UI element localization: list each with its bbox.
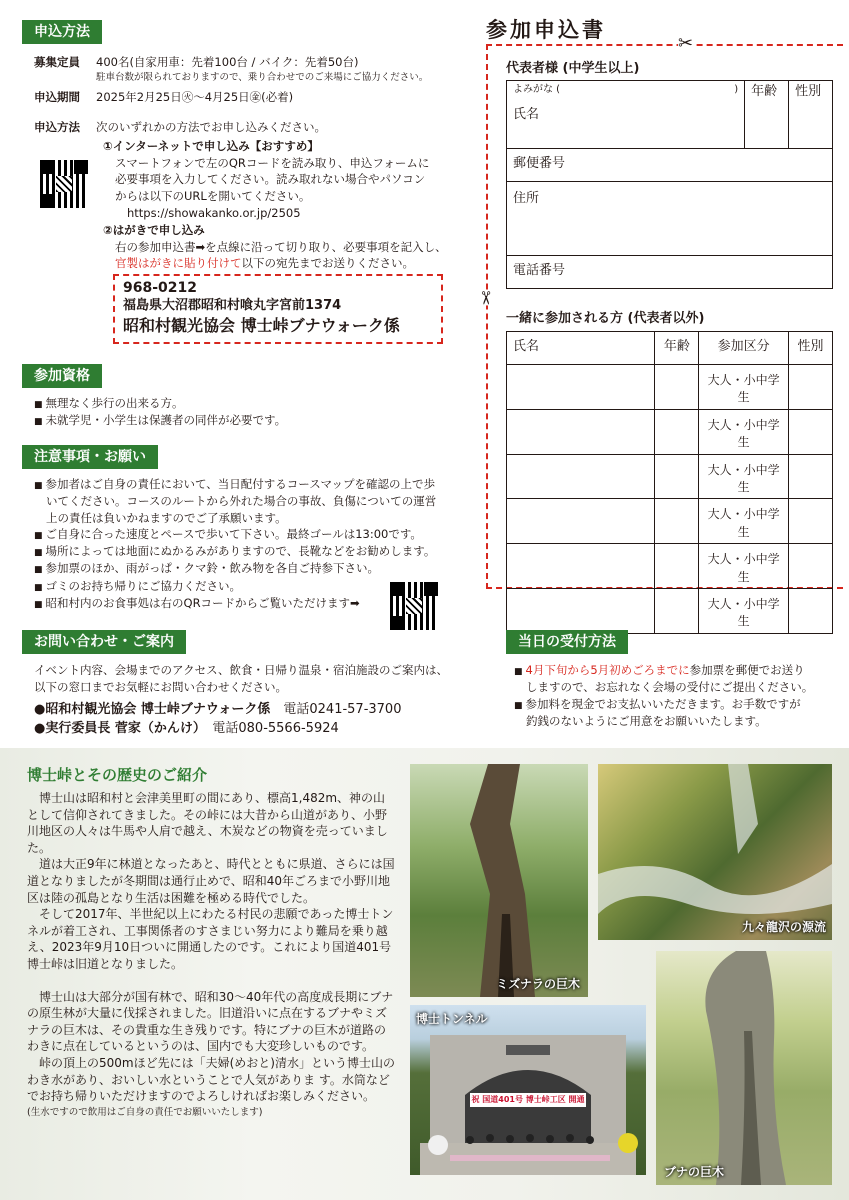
companion-name-cell[interactable] (507, 499, 655, 544)
table-row (507, 499, 833, 544)
table-row (507, 544, 833, 589)
period-value: 2025年2月25日㊋〜4月25日㊎(必着) (96, 90, 294, 104)
eligibility-item: ■ 無理なく歩行の出来る方。 (34, 395, 454, 412)
name-field[interactable] (507, 81, 745, 149)
web-apply-url[interactable]: https://showakanko.or.jp/2505 (127, 205, 301, 220)
history-title: 博士峠とその歴史のご紹介 (27, 766, 208, 784)
history-p1: 博士山は昭和村と会津美里町の間にあり、標高1,482m、神の山として信仰されてきました。その峠には大昔から山道があり、小野川地区の人々は牛馬や人肩で越え、木炭などの物資を売っていました。 (27, 791, 388, 855)
web-apply-text1: スマートフォンで左のQRコードを読み取り、申込フォームに (115, 155, 430, 170)
contact-header: お問い合わせ・ご案内 (22, 630, 186, 654)
history-p3: そして2017年、半世紀以上にわたる村民の悲願であった博士トンネルが着工され、工事関係者のすさまじい努力により難局を乗り越え、2023年9月10日ついに開通したのです。これにより国道401号博士峠は旧道となりました。 (27, 907, 394, 971)
history-p2: 道は大正9年に林道となったあと、時代とともに県道、さらには国道となりましたが冬期間は通行止めで、昭和40年ごろまで小野川地区は陸の孤島となり生活は困難を極める時代でした。 (27, 857, 395, 905)
companion-age-cell[interactable] (655, 454, 699, 499)
contact-name-2: ●実行委員長 菅家（かんけ） (34, 720, 200, 736)
stream-caption: 九々龍沢の源流 (741, 919, 826, 934)
category-cell[interactable]: 大人・小中学生 (699, 588, 789, 633)
postal-field[interactable] (507, 149, 833, 182)
contact-name-1: ●昭和村観光協会 博士峠ブナウォーク係 (34, 702, 271, 717)
contact-text2: 以下の窓口までお気軽にお問い合わせください。 (34, 679, 287, 694)
col-category: 参加区分 (699, 332, 789, 365)
age-field[interactable] (745, 81, 789, 149)
furigana-label: よみがな ( (513, 84, 561, 95)
mizunara-photo (410, 764, 588, 997)
companion-name-cell[interactable] (507, 454, 655, 499)
notes-item1a: ■ 参加者はご自身の責任において、当日配付するコースマップを確認の上で歩 (34, 476, 464, 493)
address-label: 住所 (513, 191, 540, 206)
buna-photo (656, 951, 832, 1185)
companions-label: 一緒に参加される方 (代表者以外) (506, 311, 705, 326)
reception-red: 4月下旬から5月初めごろまでに (525, 663, 690, 677)
notes-item: ■ ご自身に合った速度とペースで歩いて下さい。最終ゴールは13:00です。 (34, 526, 464, 543)
category-cell[interactable]: 大人・小中学生 (699, 454, 789, 499)
reception-item2a: ■ 参加料を現金でお支払いいただきます。お手数ですが (514, 696, 834, 713)
companion-age-cell[interactable] (655, 588, 699, 633)
contact-text1: イベント内容、会場までのアクセス、飲食・日帰り温泉・宿泊施設のご案内は、 (34, 663, 448, 677)
table-row (507, 409, 833, 454)
companion-gender-cell[interactable] (789, 588, 833, 633)
col-gender: 性別 (789, 332, 833, 365)
web-apply-title: ①インターネットで申し込み【おすすめ】 (103, 139, 319, 153)
table-row (507, 454, 833, 499)
companion-name-cell[interactable] (507, 588, 655, 633)
address-box (113, 274, 443, 344)
gender-label: 性別 (795, 84, 822, 99)
rep-form-table (506, 80, 833, 289)
companion-name-cell[interactable] (507, 544, 655, 589)
contact-tel-2[interactable]: 電話080-5566-5924 (212, 720, 339, 736)
address-line: 福島県大沼郡昭和村喰丸字宮前1374 (123, 298, 342, 313)
web-apply-text2: 必要事項を入力してください。読み取れない場合やパソコン (115, 172, 426, 187)
buna-caption: ブナの巨木 (664, 1164, 725, 1179)
method-row (34, 119, 326, 136)
history-p4: 博士山は大部分が国有林で、昭和30〜40年代の高度成長期にブナの原生林が大量に伐採されました。旧道沿いに点在するブナやミズナラの巨木は、その貴重な生き残りです。特にブナの巨木が道路のわきに点在しているというのは、国内でも大変珍しいものです。 (27, 989, 394, 1054)
address-field[interactable] (507, 182, 833, 256)
period-row (34, 89, 293, 106)
notes-item: ■ 場所によっては地面にぬかるみがありますので、長靴などをお勧めします。 (34, 543, 464, 560)
eligibility-list (34, 395, 454, 429)
companion-age-cell[interactable] (655, 365, 699, 410)
period-label: 申込期間 (34, 90, 80, 104)
companion-gender-cell[interactable] (789, 365, 833, 410)
companion-age-cell[interactable] (655, 544, 699, 589)
gender-field[interactable] (789, 81, 833, 149)
notes-item1b: いてください。コースのルートから外れた場合の事故、負傷についての運営 (46, 494, 437, 509)
rep-label: 代表者様 (中学生以上) (506, 61, 640, 76)
buna-tree-image (656, 951, 832, 1185)
notes-item: ■ ゴミのお持ち帰りにご協力ください。 (34, 578, 464, 595)
table-row (507, 365, 833, 410)
notes-item1c: 上の責任は負いかねますのでご了承願います。 (46, 510, 287, 525)
notes-item: ■ 参加票のほか、雨がっぱ・クマ鈴・飲み物を各自ご持参下さい。 (34, 560, 464, 577)
history-p5-note: (生水ですので飲用はご自身の責任でお願いいたします) (27, 1106, 263, 1118)
address-recipient: 昭和村観光協会 博士峠ブナウォーク係 (123, 316, 400, 335)
phone-label: 電話番号 (513, 263, 566, 278)
apply-qr-code[interactable] (40, 160, 88, 208)
history-p5: 峠の頂上の500mほど先には「夫婦(めおと)清水」という博士山のわき水があり、おいしい水ということで人気がありま す。水筒などでお持ち帰りいただけますのでよろしければお楽しみください。 (27, 1055, 395, 1104)
reception-list (514, 662, 834, 729)
notes-header: 注意事項・お願い (22, 445, 158, 469)
web-apply-block (103, 138, 463, 221)
capacity-value: 400名(自家用車：先着100台 / バイク：先着50台) (96, 55, 359, 69)
col-name: 氏名 (507, 332, 655, 365)
tunnel-photo (410, 1005, 646, 1175)
form-title: 参加申込書 (486, 16, 612, 44)
mizunara-caption: ミズナラの巨木 (496, 976, 580, 991)
companion-gender-cell[interactable] (789, 454, 833, 499)
table-row (507, 588, 833, 633)
address-zip: 968-0212 (123, 280, 197, 296)
companion-name-cell[interactable] (507, 365, 655, 410)
capacity-row (34, 54, 454, 71)
post-apply-red: 官製はがきに貼り付けて (115, 256, 242, 271)
eligibility-item: ■ 未就学児・小学生は保護者の同伴が必要です。 (34, 412, 454, 429)
post-apply-block (103, 222, 463, 272)
stream-photo (598, 764, 832, 940)
contact-lines (34, 701, 474, 739)
notes-item: ■ 昭和村内のお食事処は右のQRコードからご覧いただけます➡ (34, 595, 464, 612)
history-body (27, 790, 397, 1121)
phone-field[interactable] (507, 256, 833, 289)
web-apply-text3: からは以下のURLを開いてください。 (115, 189, 311, 204)
contact-text (34, 662, 474, 695)
contact-tel-1[interactable]: 電話0241-57-3700 (283, 702, 402, 717)
category-cell[interactable]: 大人・小中学生 (699, 365, 789, 410)
mizunara-tree-image (410, 764, 588, 997)
post-apply-text2: 以下の宛先までお送りください。 (241, 256, 414, 271)
scissors-icon: ✂ (678, 33, 694, 54)
eligibility-header: 参加資格 (22, 364, 102, 388)
capacity-note: 駐車台数が限られておりますので、乗り合わせでのご来場にご協力ください。 (96, 72, 429, 83)
companions-table (506, 331, 833, 634)
postal-label: 郵便番号 (513, 156, 566, 171)
category-cell[interactable]: 大人・小中学生 (699, 544, 789, 589)
companion-gender-cell[interactable] (789, 544, 833, 589)
col-age: 年齢 (655, 332, 699, 365)
companion-age-cell[interactable] (655, 409, 699, 454)
companion-age-cell[interactable] (655, 499, 699, 544)
reception-item1b: しますので、お忘れなく会場の受付にご提出ください。 (526, 680, 814, 695)
scissors-icon: ✂ (474, 290, 496, 306)
furigana-close: ) (734, 84, 739, 95)
capacity-label: 募集定員 (34, 55, 80, 69)
tunnel-image (410, 1005, 646, 1175)
post-apply-title: ②はがきで申し込み (103, 223, 205, 237)
name-label: 氏名 (513, 106, 540, 122)
reception-item1: 参加票を郵便でお送り (689, 663, 805, 677)
apply-header: 申込方法 (22, 20, 102, 44)
tunnel-banner: 祝 国道401号 博士峠工区 開通 (471, 1095, 585, 1104)
post-apply-text1: 右の参加申込書➡を点線に沿って切り取り、必要事項を記入し、 (115, 239, 447, 254)
method-intro: 次のいずれかの方法でお申し込みください。 (96, 120, 326, 134)
method-label: 申込方法 (34, 120, 80, 134)
reception-item2b: 釣銭のないようにご用意をお願いいたします。 (526, 713, 767, 728)
companion-gender-cell[interactable] (789, 409, 833, 454)
reception-header: 当日の受付方法 (506, 630, 628, 654)
age-label: 年齢 (751, 84, 778, 99)
stream-image (598, 764, 832, 940)
category-cell[interactable]: 大人・小中学生 (699, 409, 789, 454)
restaurant-qr-code[interactable] (390, 582, 438, 630)
tunnel-caption: 博士トンネル (416, 1012, 488, 1026)
companion-gender-cell[interactable] (789, 499, 833, 544)
category-cell[interactable]: 大人・小中学生 (699, 499, 789, 544)
companion-name-cell[interactable] (507, 409, 655, 454)
